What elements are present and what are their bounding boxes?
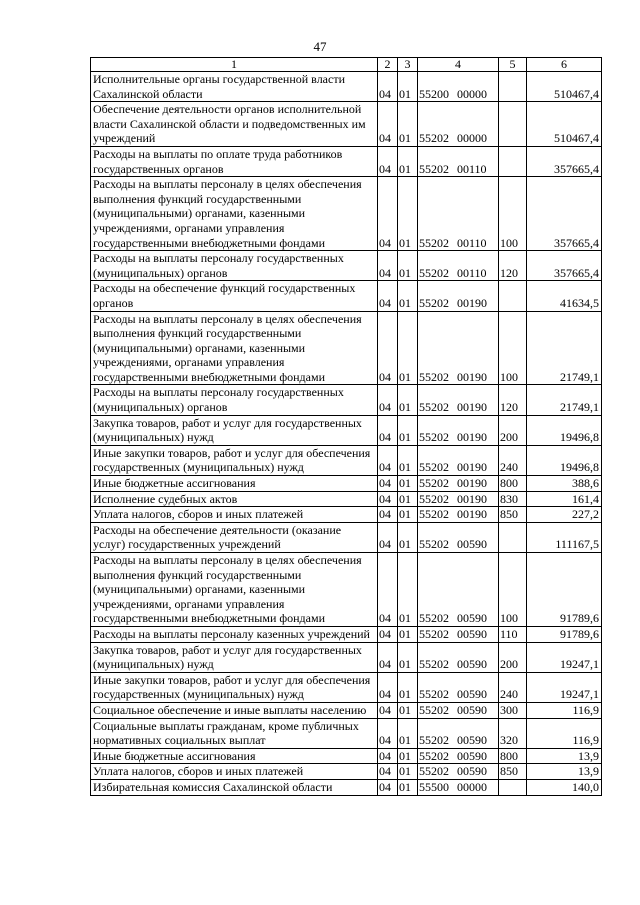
row-section: 04 [378,385,398,415]
row-section: 04 [378,311,398,385]
target-article-direction: 00190 [457,476,487,491]
target-article-direction: 00590 [457,748,487,763]
row-section: 04 [378,672,398,702]
row-amount: 357665,4 [527,251,602,281]
row-expense-type: 120 [499,385,527,415]
row-amount: 19496,8 [527,415,602,445]
row-target-article [418,445,499,475]
table-row [91,522,602,552]
header-cell-5: 5 [499,58,527,72]
row-subsection: 01 [398,385,418,415]
row-target-article [418,311,499,385]
row-expense-type: 850 [499,507,527,523]
row-amount: 19496,8 [527,445,602,475]
target-article-program: 55202 [419,657,449,672]
row-amount: 19247,1 [527,672,602,702]
target-article-program: 55202 [419,733,449,748]
row-subsection: 01 [398,553,418,627]
row-expense-type [499,281,527,311]
budget-table [90,57,602,796]
target-article-program: 55202 [419,295,449,310]
row-name: Исполнение судебных актов [91,491,378,507]
row-section: 04 [378,702,398,718]
row-target-article [418,251,499,281]
row-expense-type: 240 [499,672,527,702]
row-target-article [418,672,499,702]
row-expense-type: 100 [499,553,527,627]
target-article-direction: 00190 [457,460,487,475]
row-subsection: 01 [398,507,418,523]
target-article-program: 55202 [419,491,449,506]
target-article-direction: 00190 [457,369,487,384]
row-amount: 357665,4 [527,177,602,251]
row-amount: 510467,4 [527,72,602,102]
row-expense-type [499,102,527,147]
row-name: Уплата налогов, сборов и иных платежей [91,507,378,523]
target-article-program: 55202 [419,460,449,475]
header-cell-3: 3 [398,58,418,72]
row-subsection: 01 [398,642,418,672]
row-name: Расходы на выплаты персоналу в целях обеспечения выполнения функций государственными (муниципальными) органами, казенными учреждениями, органами управления государственными внебюджетными фондами [91,553,378,627]
target-article-direction: 00190 [457,507,487,522]
row-subsection: 01 [398,146,418,176]
row-expense-type: 240 [499,445,527,475]
row-section: 04 [378,177,398,251]
row-name: Избирательная комиссия Сахалинской области [91,779,378,795]
row-subsection: 01 [398,445,418,475]
row-name: Расходы на выплаты персоналу государственных (муниципальных) органов [91,385,378,415]
row-amount: 13,9 [527,748,602,764]
row-expense-type: 110 [499,626,527,642]
row-expense-type: 830 [499,491,527,507]
target-article-direction: 00190 [457,295,487,310]
row-subsection: 01 [398,311,418,385]
row-target-article [418,718,499,748]
row-name: Уплата налогов, сборов и иных платежей [91,764,378,780]
table-row [91,385,602,415]
row-expense-type [499,146,527,176]
row-amount: 161,4 [527,491,602,507]
target-article-direction: 00000 [457,86,487,101]
target-article-direction: 00110 [457,161,487,176]
target-article-direction: 00590 [457,702,487,717]
row-target-article [418,415,499,445]
row-section: 04 [378,642,398,672]
row-subsection: 01 [398,102,418,147]
row-section: 04 [378,251,398,281]
row-name: Расходы на обеспечение функций государственных органов [91,281,378,311]
row-name: Расходы на выплаты персоналу государственных (муниципальных) органов [91,251,378,281]
table-row [91,177,602,251]
row-section: 04 [378,718,398,748]
row-name: Социальные выплаты гражданам, кроме публичных нормативных социальных выплат [91,718,378,748]
row-subsection: 01 [398,626,418,642]
target-article-program: 55202 [419,626,449,641]
row-amount: 19247,1 [527,642,602,672]
table-row [91,311,602,385]
row-section: 04 [378,476,398,492]
row-section: 04 [378,507,398,523]
row-expense-type [499,779,527,795]
table-row [91,102,602,147]
target-article-direction: 00000 [457,131,487,146]
target-article-program: 55500 [419,779,449,794]
row-name: Обеспечение деятельности органов исполнительной власти Сахалинской области и подведомственных им учреждений [91,102,378,147]
row-name: Расходы на выплаты по оплате труда работников государственных органов [91,146,378,176]
row-target-article [418,626,499,642]
row-section: 04 [378,72,398,102]
row-amount: 388,6 [527,476,602,492]
row-amount: 116,9 [527,702,602,718]
target-article-program: 55202 [419,235,449,250]
row-expense-type: 320 [499,718,527,748]
target-article-direction: 00190 [457,400,487,415]
row-section: 04 [378,146,398,176]
row-expense-type: 800 [499,748,527,764]
row-target-article [418,507,499,523]
table-row [91,415,602,445]
target-article-program: 55202 [419,161,449,176]
row-subsection: 01 [398,718,418,748]
row-section: 04 [378,102,398,147]
row-subsection: 01 [398,672,418,702]
target-article-program: 55202 [419,611,449,626]
target-article-program: 55200 [419,86,449,101]
row-target-article [418,642,499,672]
table-row [91,779,602,795]
page-number: 47 [313,39,327,54]
table-row [91,702,602,718]
target-article-direction: 00190 [457,430,487,445]
table-row [91,626,602,642]
row-target-article [418,748,499,764]
target-article-direction: 00590 [457,657,487,672]
row-name: Иные бюджетные ассигнования [91,748,378,764]
row-section: 04 [378,553,398,627]
row-section: 04 [378,748,398,764]
row-amount: 21749,1 [527,385,602,415]
target-article-program: 55202 [419,507,449,522]
target-article-program: 55202 [419,764,449,779]
row-target-article [418,522,499,552]
target-article-direction: 00190 [457,491,487,506]
table-row [91,281,602,311]
row-target-article [418,281,499,311]
row-name: Расходы на выплаты персоналу в целях обеспечения выполнения функций государственными (муниципальными) органами, казенными учреждениями, органами управления государственными внебюджетными фондами [91,177,378,251]
table-row [91,491,602,507]
header-cell-1: 1 [91,58,378,72]
row-target-article [418,146,499,176]
row-expense-type: 200 [499,415,527,445]
row-name: Исполнительные органы государственной власти Сахалинской области [91,72,378,102]
row-subsection: 01 [398,251,418,281]
row-name: Расходы на выплаты персоналу в целях обеспечения выполнения функций государственными (муниципальными) органами, казенными учреждениями, органами управления государственными внебюджетными фондами [91,311,378,385]
table-row [91,748,602,764]
table-row [91,476,602,492]
row-expense-type: 300 [499,702,527,718]
row-target-article [418,702,499,718]
target-article-direction: 00110 [457,265,487,280]
table-row [91,718,602,748]
row-name: Иные бюджетные ассигнования [91,476,378,492]
row-expense-type: 120 [499,251,527,281]
table-row [91,445,602,475]
row-target-article [418,385,499,415]
row-amount: 357665,4 [527,146,602,176]
row-section: 04 [378,764,398,780]
row-amount: 227,2 [527,507,602,523]
header-cell-4: 4 [418,58,499,72]
row-subsection: 01 [398,748,418,764]
row-amount: 111167,5 [527,522,602,552]
target-article-direction: 00590 [457,764,487,779]
target-article-program: 55202 [419,131,449,146]
target-article-direction: 00000 [457,779,487,794]
row-expense-type: 800 [499,476,527,492]
row-expense-type: 100 [499,311,527,385]
row-amount: 116,9 [527,718,602,748]
row-expense-type [499,72,527,102]
row-subsection: 01 [398,476,418,492]
row-name: Иные закупки товаров, работ и услуг для обеспечения государственных (муниципальных) нужд [91,445,378,475]
target-article-program: 55202 [419,400,449,415]
target-article-direction: 00590 [457,626,487,641]
target-article-direction: 00590 [457,733,487,748]
table-row [91,251,602,281]
table-header-row [91,58,602,72]
row-target-article [418,177,499,251]
target-article-direction: 00590 [457,611,487,626]
row-target-article [418,779,499,795]
row-target-article [418,764,499,780]
target-article-direction: 00590 [457,687,487,702]
row-section: 04 [378,415,398,445]
row-subsection: 01 [398,281,418,311]
target-article-direction: 00110 [457,235,487,250]
table-row [91,553,602,627]
row-expense-type: 850 [499,764,527,780]
row-target-article [418,553,499,627]
row-name: Закупка товаров, работ и услуг для государственных (муниципальных) нужд [91,642,378,672]
target-article-program: 55202 [419,687,449,702]
header-cell-6: 6 [527,58,602,72]
target-article-program: 55202 [419,702,449,717]
header-cell-2: 2 [378,58,398,72]
table-row [91,72,602,102]
row-amount: 91789,6 [527,626,602,642]
row-name: Иные закупки товаров, работ и услуг для обеспечения государственных (муниципальных) нужд [91,672,378,702]
row-name: Социальное обеспечение и иные выплаты населению [91,702,378,718]
row-amount: 21749,1 [527,311,602,385]
table-row [91,764,602,780]
target-article-program: 55202 [419,748,449,763]
row-target-article [418,476,499,492]
row-section: 04 [378,522,398,552]
row-section: 04 [378,281,398,311]
row-subsection: 01 [398,72,418,102]
row-subsection: 01 [398,522,418,552]
table-row [91,642,602,672]
row-name: Расходы на обеспечение деятельности (оказание услуг) государственных учреждений [91,522,378,552]
row-target-article [418,72,499,102]
row-subsection: 01 [398,779,418,795]
row-section: 04 [378,626,398,642]
row-subsection: 01 [398,415,418,445]
target-article-program: 55202 [419,265,449,280]
table-row [91,146,602,176]
target-article-program: 55202 [419,369,449,384]
row-subsection: 01 [398,491,418,507]
row-amount: 91789,6 [527,553,602,627]
target-article-direction: 00590 [457,537,487,552]
row-expense-type: 100 [499,177,527,251]
row-section: 04 [378,779,398,795]
table-row [91,672,602,702]
table-row [91,507,602,523]
row-name: Закупка товаров, работ и услуг для государственных (муниципальных) нужд [91,415,378,445]
target-article-program: 55202 [419,476,449,491]
row-section: 04 [378,445,398,475]
row-amount: 140,0 [527,779,602,795]
row-amount: 510467,4 [527,102,602,147]
table-body [91,72,602,796]
row-subsection: 01 [398,177,418,251]
row-expense-type: 200 [499,642,527,672]
row-target-article [418,102,499,147]
row-section: 04 [378,491,398,507]
row-name: Расходы на выплаты персоналу казенных учреждений [91,626,378,642]
row-amount: 41634,5 [527,281,602,311]
target-article-program: 55202 [419,430,449,445]
row-subsection: 01 [398,702,418,718]
row-subsection: 01 [398,764,418,780]
target-article-program: 55202 [419,537,449,552]
row-amount: 13,9 [527,764,602,780]
row-expense-type [499,522,527,552]
row-target-article [418,491,499,507]
